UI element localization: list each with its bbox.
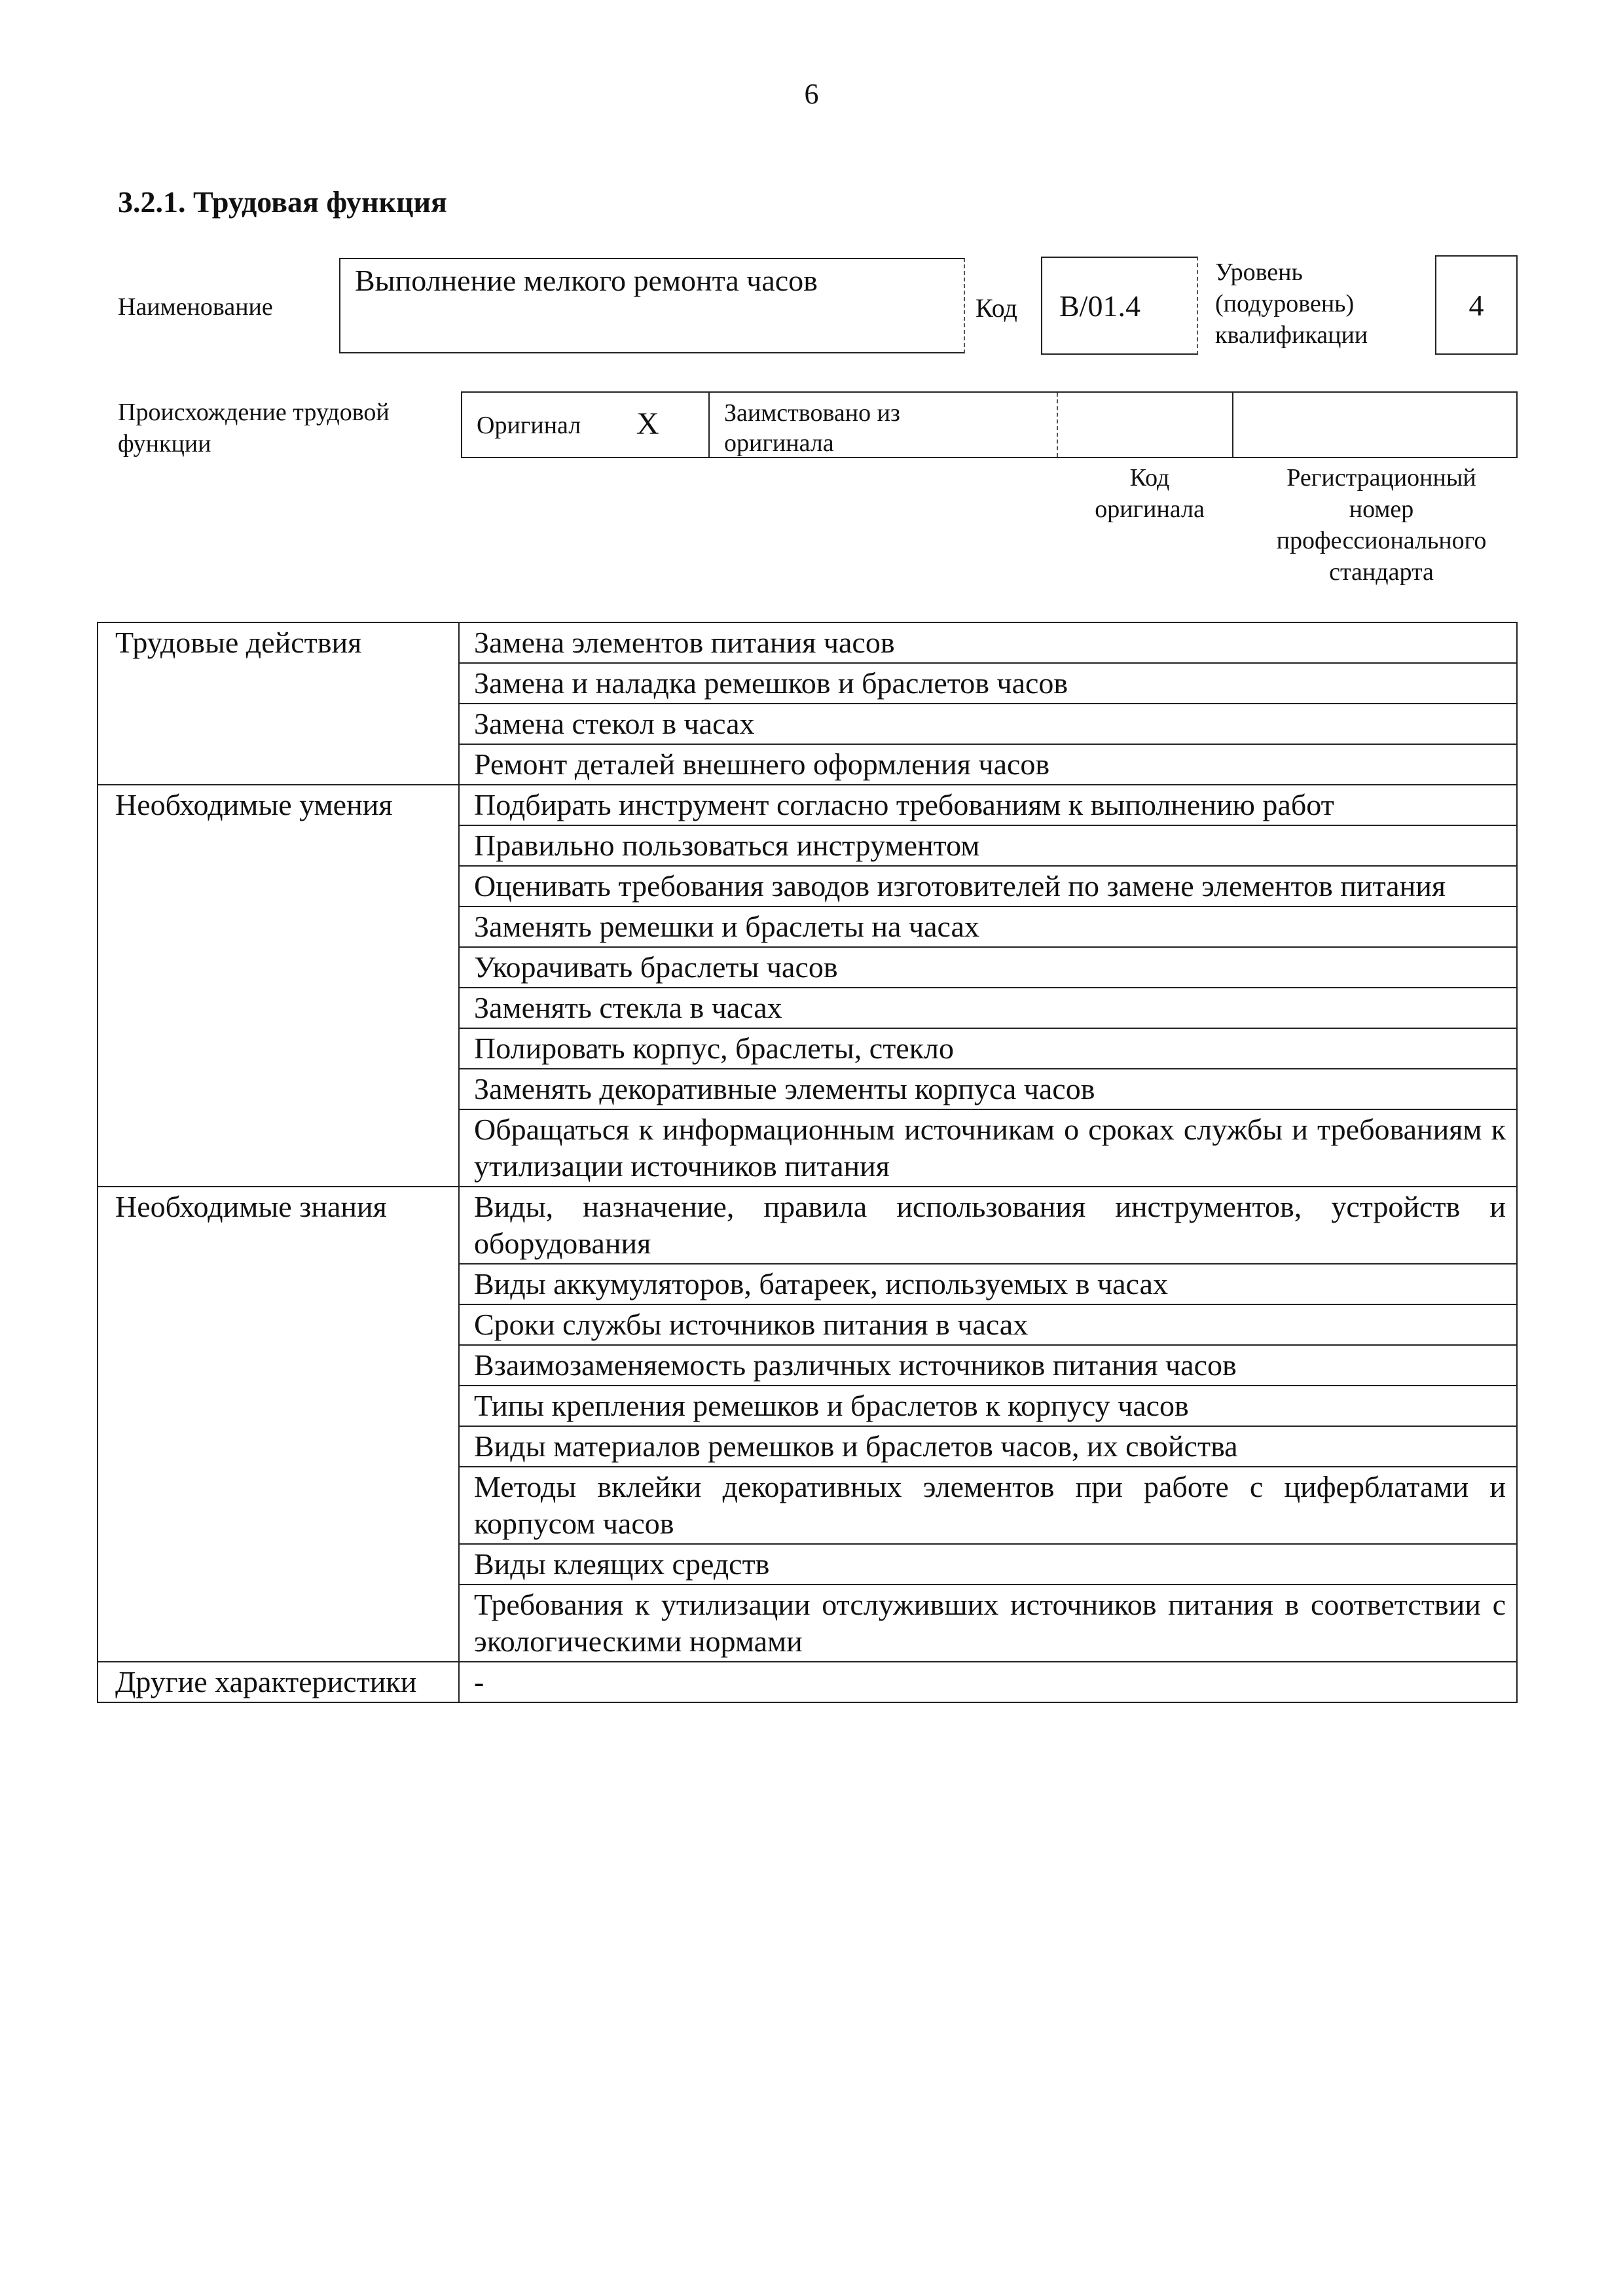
section-title: 3.2.1. Трудовая функция <box>118 185 447 219</box>
code-label: Код <box>976 293 1017 323</box>
origin-borrowed-line-1: Заимствовано из <box>724 399 900 427</box>
level-label-line-3: квалификации <box>1215 321 1368 349</box>
other-label: Другие характеристики <box>98 1662 459 1702</box>
origin-reg-caption-line-1: Регистрационный <box>1286 464 1476 492</box>
knowledge-item: Методы вклейки декоративных элементов при работе с циферблатами и корпусом часов <box>459 1467 1517 1544</box>
origin-table <box>461 391 1518 458</box>
origin-code-caption-line-1: Код <box>1129 464 1170 492</box>
action-item: Ремонт деталей внешнего оформления часов <box>459 744 1517 785</box>
action-item: Замена стекол в часах <box>459 704 1517 744</box>
skill-item: Обращаться к информационным источникам о сроках службы и требованиям к утилизации источников питания <box>459 1109 1517 1187</box>
name-label: Наименование <box>118 293 273 321</box>
other-value: - <box>459 1662 1517 1702</box>
action-item: Замена и наладка ремешков и браслетов часов <box>459 663 1517 704</box>
skill-item: Заменять стекла в часах <box>459 988 1517 1028</box>
origin-original-label: Оригинал <box>477 412 581 439</box>
origin-original-mark: X <box>636 406 659 441</box>
code-value-box <box>1041 257 1198 355</box>
origin-reg-caption-line-4: стандарта <box>1329 558 1434 586</box>
skill-item: Полировать корпус, браслеты, стекло <box>459 1028 1517 1069</box>
origin-original-cell <box>462 393 710 457</box>
labor-function-table <box>97 622 1518 1703</box>
table-row <box>98 1187 1517 1264</box>
skill-item: Оценивать требования заводов изготовителей по замене элементов питания <box>459 866 1517 906</box>
level-value: 4 <box>1468 289 1484 322</box>
skill-item: Подбирать инструмент согласно требованиям к выполнению работ <box>459 785 1517 825</box>
knowledge-label: Необходимые знания <box>98 1187 459 1662</box>
origin-reg-caption-line-3: профессионального <box>1276 527 1487 554</box>
action-item: Замена элементов питания часов <box>459 622 1517 663</box>
knowledge-item: Взаимозаменяемость различных источников питания часов <box>459 1345 1517 1386</box>
origin-code-caption <box>1071 462 1228 525</box>
table-row <box>98 1662 1517 1702</box>
actions-label: Трудовые действия <box>98 622 459 785</box>
origin-code-caption-line-2: оригинала <box>1095 495 1205 523</box>
origin-code-cell <box>1058 393 1233 457</box>
skill-item: Заменять ремешки и браслеты на часах <box>459 906 1517 947</box>
level-label-line-2: (подуровень) <box>1215 290 1355 317</box>
level-label <box>1215 257 1368 351</box>
origin-reg-cell <box>1233 393 1516 457</box>
skill-item: Укорачивать браслеты часов <box>459 947 1517 988</box>
skills-label: Необходимые умения <box>98 785 459 1187</box>
level-label-line-1: Уровень <box>1215 259 1303 286</box>
knowledge-item: Виды клеящих средств <box>459 1544 1517 1585</box>
table-row <box>98 622 1517 663</box>
knowledge-item: Виды аккумуляторов, батареек, используемых в часах <box>459 1264 1517 1304</box>
table-row <box>98 785 1517 825</box>
level-value-box <box>1435 255 1518 355</box>
name-value-box <box>339 258 965 353</box>
knowledge-item: Требования к утилизации отслуживших источников питания в соответствии с экологическими нормами <box>459 1585 1517 1662</box>
skill-item: Заменять декоративные элементы корпуса часов <box>459 1069 1517 1109</box>
page-number: 6 <box>804 78 819 110</box>
knowledge-item: Виды, назначение, правила использования инструментов, устройств и оборудования <box>459 1187 1517 1264</box>
origin-borrowed-cell <box>710 393 1058 457</box>
origin-borrowed-label <box>724 398 900 458</box>
origin-reg-caption <box>1244 462 1519 588</box>
origin-label <box>118 397 458 459</box>
knowledge-item: Типы крепления ремешков и браслетов к корпусу часов <box>459 1386 1517 1426</box>
knowledge-item: Виды материалов ремешков и браслетов часов, их свойства <box>459 1426 1517 1467</box>
knowledge-item: Сроки службы источников питания в часах <box>459 1304 1517 1345</box>
name-value: Выполнение мелкого ремонта часов <box>355 264 818 297</box>
origin-reg-caption-line-2: номер <box>1349 495 1414 523</box>
origin-label-line-1: Происхождение трудовой <box>118 399 390 426</box>
origin-label-line-2: функции <box>118 430 211 457</box>
code-value: B/01.4 <box>1059 289 1140 323</box>
origin-borrowed-line-2: оригинала <box>724 429 834 457</box>
skill-item: Правильно пользоваться инструментом <box>459 825 1517 866</box>
